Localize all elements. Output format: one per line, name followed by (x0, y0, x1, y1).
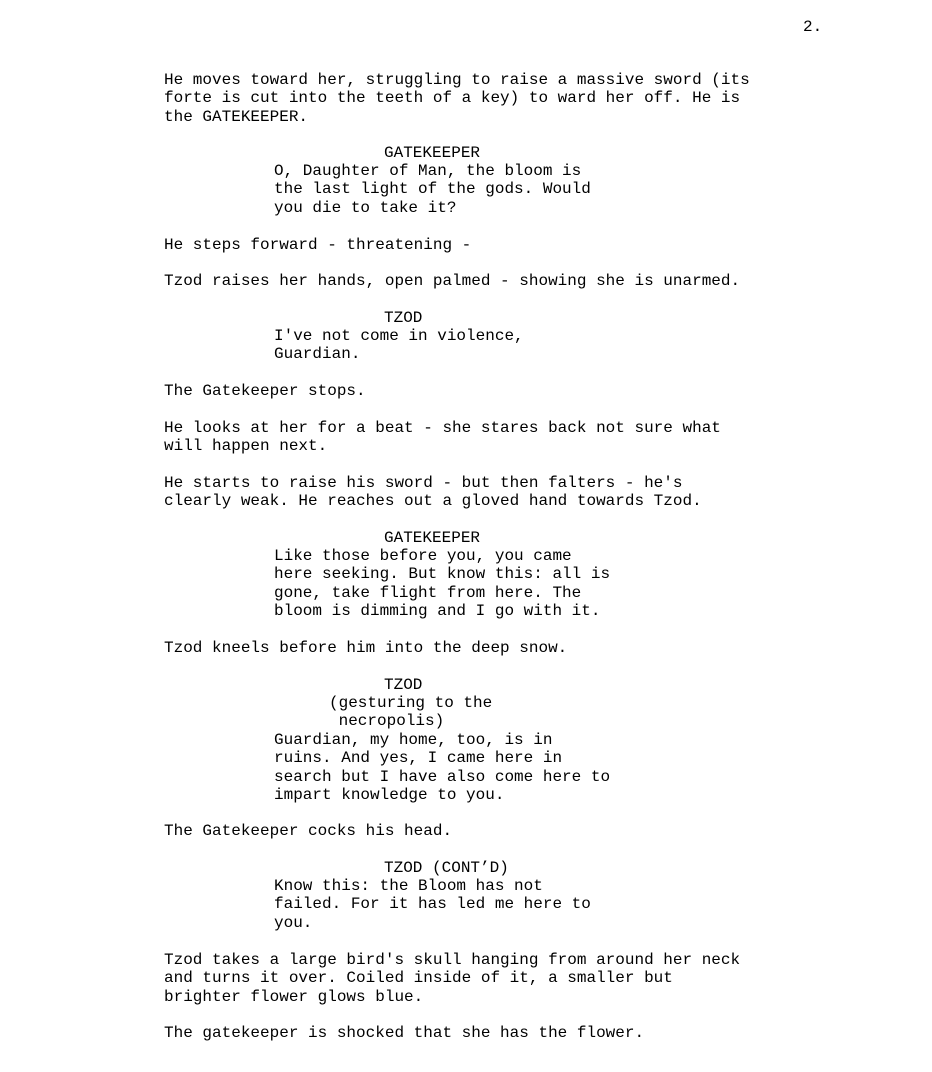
character-name: TZOD (384, 309, 423, 327)
action-line: The gatekeeper is shocked that she has the flower. (164, 1024, 645, 1042)
action-line: Tzod takes a large bird's skull hanging from around her neck and turns it over. Coiled inside of it, a smaller but brighter flower glows blue. (164, 951, 741, 1006)
action-line: He steps forward - threatening - (164, 236, 472, 254)
dialogue: O, Daughter of Man, the bloom is the last light of the gods. Would you die to take it? (274, 162, 591, 217)
dialogue: Like those before you, you came here seeking. But know this: all is gone, take flight from here. The bloom is dimming and I go with it. (274, 547, 611, 620)
dialogue: Guardian, my home, too, is in ruins. And yes, I came here in search but I have also come here to impart knowledge to you. (274, 731, 611, 804)
parenthetical: (gesturing to the necropolis) (329, 694, 493, 731)
dialogue: Know this: the Bloom has not failed. For it has led me here to you. (274, 877, 591, 932)
action-line: Tzod raises her hands, open palmed - showing she is unarmed. (164, 272, 741, 290)
action-line: Tzod kneels before him into the deep snow. (164, 639, 568, 657)
character-name: GATEKEEPER (384, 529, 481, 547)
dialogue: I've not come in violence, Guardian. (274, 327, 524, 364)
action-line: The Gatekeeper cocks his head. (164, 822, 453, 840)
character-name: TZOD (384, 676, 423, 694)
action-line: He starts to raise his sword - but then falters - he's clearly weak. He reaches out a gloved hand towards Tzod. (164, 474, 702, 511)
action-line: He looks at her for a beat - she stares back not sure what will happen next. (164, 419, 721, 456)
character-name: GATEKEEPER (384, 144, 481, 162)
action-line: He moves toward her, struggling to raise a massive sword (its forte is cut into the teeth of a key) to ward her off. He is the GATEKEEPER. (164, 71, 750, 126)
page-number: 2. (803, 18, 823, 36)
character-name: TZOD (CONT’D) (384, 859, 509, 877)
action-line: The Gatekeeper stops. (164, 382, 366, 400)
